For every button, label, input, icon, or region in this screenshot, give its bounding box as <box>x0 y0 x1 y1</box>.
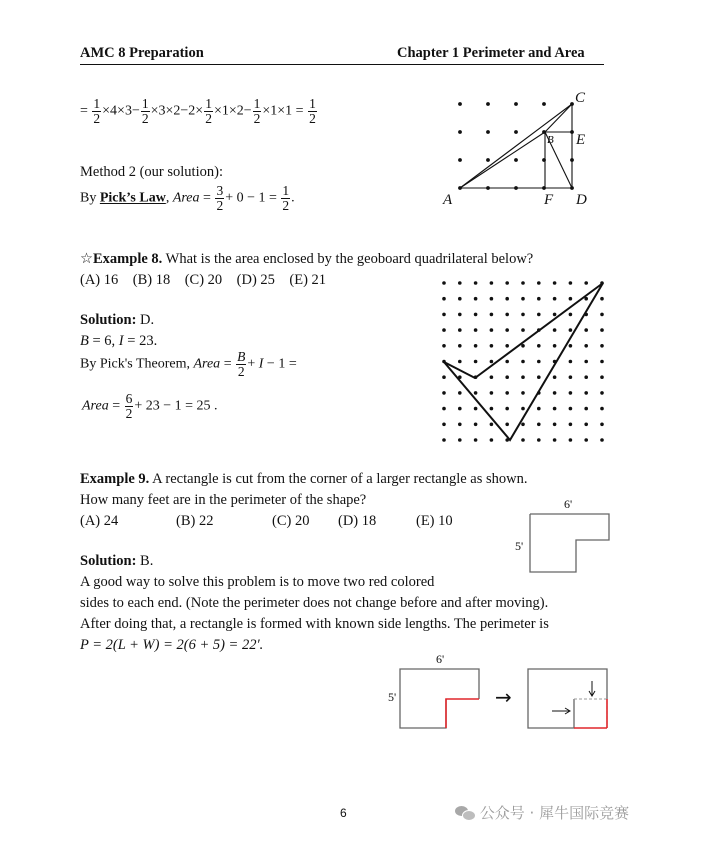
grid-dot <box>505 297 509 301</box>
solution9-label: Solution: B. <box>80 553 154 569</box>
grid-dot <box>537 313 541 317</box>
fraction: $\frac{3}{2}$ <box>216 183 224 213</box>
grid-dot <box>442 423 446 427</box>
solution8-area-line: Area = $\frac{6}{2}$ + 23 − 1 = 25 . <box>82 391 218 421</box>
grid-dot <box>553 344 557 348</box>
fraction: $\frac{1}{2}$ <box>253 96 261 126</box>
solution9-line-2: sides to each end. (Note the perimeter does not change before and after moving). <box>80 595 549 611</box>
grid-dot <box>458 281 462 285</box>
grid-dot <box>521 391 525 395</box>
grid-dot <box>490 438 494 442</box>
grid-dot <box>474 297 478 301</box>
grid-dot <box>442 391 446 395</box>
grid-dot <box>505 328 509 332</box>
grid-dot <box>537 375 541 379</box>
move-sides-figure <box>380 648 615 733</box>
grid-dot <box>569 407 573 411</box>
example9-choice-e: (E) 10 <box>416 513 453 529</box>
grid-dot <box>521 281 525 285</box>
right-arrow-icon: → <box>495 685 512 709</box>
grid-dot <box>505 407 509 411</box>
grid-dot <box>569 360 573 364</box>
label-6ft: 6' <box>564 497 573 511</box>
grid-dot <box>442 297 446 301</box>
fraction: $\frac{B}{2}$ <box>237 349 246 379</box>
grid-dot <box>600 423 604 427</box>
grid-dot <box>514 130 518 134</box>
grid-dot <box>458 423 462 427</box>
geoboard-figure-2 <box>438 278 610 446</box>
grid-dot <box>521 407 525 411</box>
grid-dot <box>458 102 462 106</box>
label-B: B <box>547 134 554 146</box>
grid-dot <box>600 344 604 348</box>
grid-dot <box>442 313 446 317</box>
grid-dot <box>584 423 588 427</box>
grid-dot <box>600 360 604 364</box>
label-5ft: 5' <box>388 690 397 704</box>
grid-dot <box>521 313 525 317</box>
grid-dot <box>490 391 494 395</box>
example9-choice-a: (A) 24 <box>80 513 119 529</box>
grid-dot <box>569 313 573 317</box>
solution8-values: B = 6, I = 23. <box>80 333 158 349</box>
grid-dot <box>521 423 525 427</box>
header-rule <box>80 64 604 65</box>
red-sides <box>446 699 479 728</box>
grid-dot <box>584 360 588 364</box>
grid-dot <box>458 297 462 301</box>
solution9-line-3: After doing that, a rectangle is formed with known side lengths. The perimeter is <box>80 616 549 632</box>
grid-dot <box>584 344 588 348</box>
wechat-icon <box>455 805 475 821</box>
grid-dot <box>537 360 541 364</box>
example9-choice-b: (B) 22 <box>176 513 214 529</box>
grid-dot <box>474 438 478 442</box>
grid-dot <box>458 407 462 411</box>
grid-dot <box>553 407 557 411</box>
watermark: 公众号 · 犀牛国际竞赛 <box>455 802 629 823</box>
example9-choice-c: (C) 20 <box>272 513 310 529</box>
grid-dot <box>514 102 518 106</box>
grid-dot <box>490 423 494 427</box>
grid-dot <box>600 407 604 411</box>
grid-dot <box>486 102 490 106</box>
label-D: D <box>576 192 587 208</box>
grid-dot <box>490 297 494 301</box>
grid-dot <box>505 281 509 285</box>
grid-dot <box>458 391 462 395</box>
grid-dot <box>600 313 604 317</box>
grid-dot <box>569 344 573 348</box>
grid-dot <box>569 423 573 427</box>
grid-dot <box>584 375 588 379</box>
grid-dot <box>458 360 462 364</box>
grid-dot <box>521 375 525 379</box>
example8-choices: (A) 16 (B) 18 (C) 20 (D) 25 (E) 21 <box>80 272 327 288</box>
grid-dot <box>521 360 525 364</box>
grid-dot <box>505 423 509 427</box>
grid-dot <box>474 407 478 411</box>
solution8-label: Solution: D. <box>80 312 155 328</box>
fraction: $\frac{1}{2}$ <box>93 96 101 126</box>
grid-dot <box>514 158 518 162</box>
grid-dot <box>521 328 525 332</box>
grid-dot <box>521 297 525 301</box>
example8-question: ☆Example 8. What is the area enclosed by the geoboard quadrilateral below? <box>80 251 534 267</box>
example9-choice-d: (D) 18 <box>338 513 377 529</box>
grid-dot <box>490 360 494 364</box>
grid-dot <box>458 158 462 162</box>
grid-dot <box>584 328 588 332</box>
fraction: $\frac{6}{2}$ <box>125 391 133 421</box>
grid-dot <box>490 375 494 379</box>
grid-dot <box>569 328 573 332</box>
grid-dot <box>584 407 588 411</box>
grid-dot <box>490 344 494 348</box>
label-C: C <box>575 90 586 106</box>
l-shape-figure <box>510 494 614 576</box>
grid-dot <box>553 375 557 379</box>
grid-dot <box>490 313 494 317</box>
grid-dot <box>553 391 557 395</box>
grid-dot <box>458 344 462 348</box>
line-BC <box>545 104 572 132</box>
grid-dot <box>442 375 446 379</box>
grid-dot <box>600 438 604 442</box>
example9-question: Example 9. A rectangle is cut from the corner of a larger rectangle as shown. <box>80 471 528 487</box>
grid-dot <box>569 438 573 442</box>
grid-dot <box>537 423 541 427</box>
fraction: $\frac{1}{2}$ <box>141 96 149 126</box>
geoboard-figure-1 <box>435 85 605 210</box>
header-right: Chapter 1 Perimeter and Area <box>397 45 585 61</box>
l-shape <box>530 514 609 572</box>
grid-dot <box>505 344 509 348</box>
example9-question-2: How many feet are in the perimeter of the shape? <box>80 492 367 508</box>
grid-dot <box>553 313 557 317</box>
grid-dot <box>600 391 604 395</box>
grid-dot <box>474 360 478 364</box>
grid-dot <box>474 344 478 348</box>
grid-dot <box>537 281 541 285</box>
grid-dot <box>584 391 588 395</box>
grid-dot <box>474 391 478 395</box>
solution9-line-4: P = 2(L + W) = 2(6 + 5) = 22′. <box>80 637 264 653</box>
picks-law-line: By Pick’s Law, Area = $\frac{3}{2}$ + 0 − 1 = $\frac{1}{2}$ . <box>80 183 295 213</box>
grid-dot <box>553 438 557 442</box>
grid-dot <box>442 281 446 285</box>
grid-dot <box>474 423 478 427</box>
grid-dot <box>600 375 604 379</box>
grid-dot <box>569 391 573 395</box>
solution9-line-1: A good way to solve this problem is to move two red colored <box>80 574 435 590</box>
grid-dot <box>505 313 509 317</box>
fraction: $\frac{1}{2}$ <box>205 96 212 126</box>
grid-dot <box>458 130 462 134</box>
grid-dot <box>458 438 462 442</box>
equation-line: = $\frac{1}{2}$ ×4×3− $\frac{1}{2}$ ×3×2−2× $\frac{1}{2}$ ×1×2− $\frac{1}{2}$ ×1×1 = $\frac{1}{2}$ <box>80 96 316 126</box>
grid-dot <box>486 158 490 162</box>
grid-dot <box>537 407 541 411</box>
fraction: $\frac{1}{2}$ <box>309 96 316 126</box>
grid-dot <box>537 438 541 442</box>
line-AC <box>460 104 572 188</box>
grid-dot <box>537 344 541 348</box>
grid-dot <box>474 328 478 332</box>
label-6ft: 6' <box>436 652 445 666</box>
grid-dot <box>505 375 509 379</box>
label-A: A <box>443 192 453 208</box>
grid-dot <box>442 407 446 411</box>
grid-dot <box>490 328 494 332</box>
grid-dot <box>569 375 573 379</box>
label-E: E <box>576 132 586 148</box>
grid-dot <box>584 281 588 285</box>
grid-dot <box>486 130 490 134</box>
line-AB <box>460 132 545 188</box>
header-left: AMC 8 Preparation <box>80 45 204 61</box>
grid-dot <box>442 438 446 442</box>
star-icon: ☆ <box>80 251 93 267</box>
grid-dot <box>490 407 494 411</box>
grid-dot <box>474 281 478 285</box>
page-number: 6 <box>340 806 347 820</box>
label-5ft: 5' <box>515 539 524 553</box>
grid-dot <box>553 328 557 332</box>
solution8-picks-line: By Pick's Theorem, Area = $\frac{B}{2}$ + I − 1 = <box>80 349 297 379</box>
grid-dot <box>458 313 462 317</box>
grid-dot <box>442 328 446 332</box>
method2-label: Method 2 (our solution): <box>80 164 223 180</box>
grid-dot <box>542 102 546 106</box>
grid-dot <box>553 281 557 285</box>
grid-dot <box>505 391 509 395</box>
grid-dot <box>442 344 446 348</box>
label-F: F <box>544 192 554 208</box>
grid-dot <box>569 281 573 285</box>
grid-dot <box>537 297 541 301</box>
grid-dot <box>600 297 604 301</box>
grid-dot <box>458 328 462 332</box>
grid-dot <box>584 438 588 442</box>
grid-dot <box>490 281 494 285</box>
grid-dot <box>553 297 557 301</box>
grid-dot <box>521 438 525 442</box>
fraction: $\frac{1}{2}$ <box>282 183 290 213</box>
grid-dot <box>505 360 509 364</box>
grid-dot <box>600 328 604 332</box>
grid-dot <box>569 297 573 301</box>
grid-dot <box>474 313 478 317</box>
dashed-corner <box>574 699 607 728</box>
grid-dot <box>553 423 557 427</box>
